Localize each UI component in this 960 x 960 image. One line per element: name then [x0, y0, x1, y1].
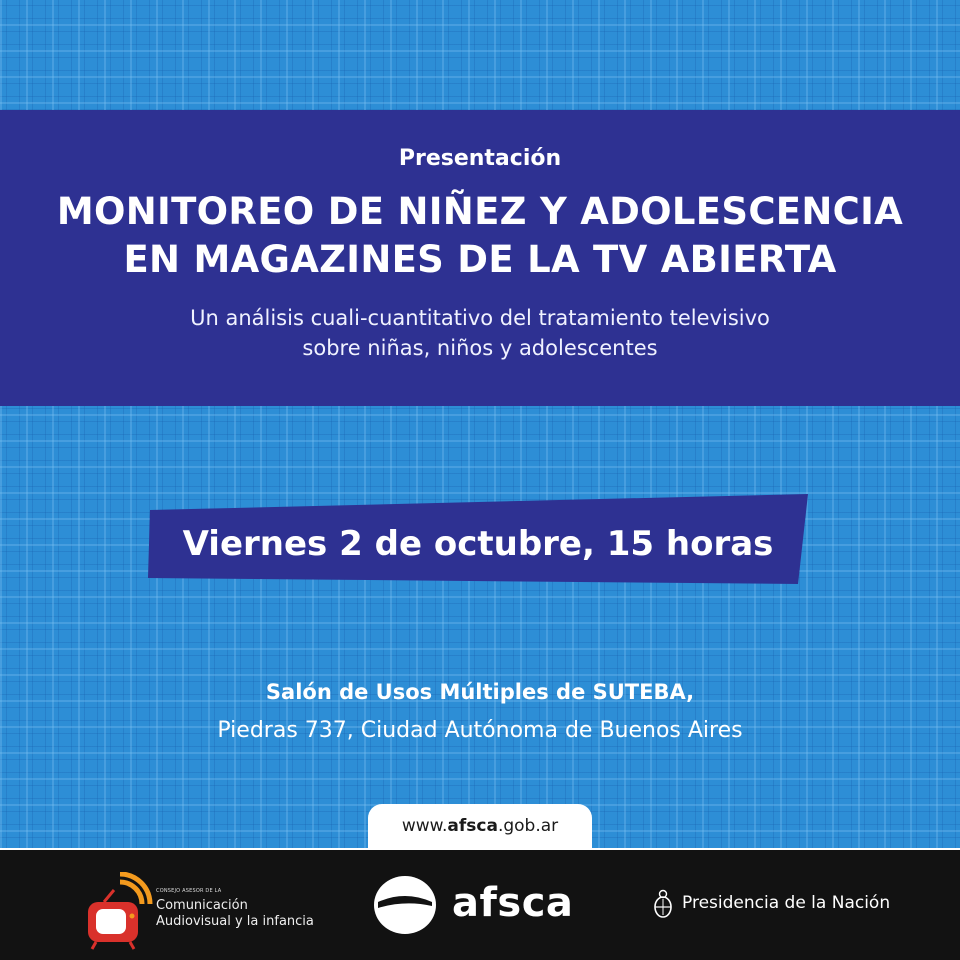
venue-address: Piedras 737, Ciudad Autónoma de Buenos Aires [217, 718, 743, 743]
presidencia-label: Presidencia de la Nación [682, 893, 891, 913]
consejo-caption: CONSEJO ASESOR DE LA [156, 888, 222, 894]
afsca-mark-icon [372, 874, 438, 936]
event-datetime: Viernes 2 de octubre, 15 horas [182, 524, 774, 564]
url-prefix: www. [401, 816, 448, 836]
subtitle-line-2: sobre niñas, niños y adolescentes [302, 336, 658, 360]
venue-name: Salón de Usos Múltiples de SUTEBA, [265, 680, 695, 704]
website-url[interactable] [368, 816, 592, 836]
consejo-line-2: Audiovisual y la infancia [156, 914, 314, 929]
afsca-logo [372, 872, 582, 938]
title-line-1: MONITOREO DE NIÑEZ Y ADOLESCENCIA [56, 190, 904, 233]
consejo-logo [84, 864, 324, 950]
title-line-2: EN MAGAZINES DE LA TV ABIERTA [123, 238, 837, 281]
tv-icon [84, 872, 156, 950]
url-suffix: .gob.ar [497, 816, 559, 836]
footer [0, 850, 960, 960]
title-band [0, 110, 960, 406]
consejo-line-1: Comunicación [156, 898, 248, 913]
subtitle-line-1: Un análisis cuali-cuantitativo del tratamiento televisivo [190, 306, 770, 330]
afsca-wordmark: afsca [452, 880, 574, 926]
url-domain: afsca [447, 816, 498, 836]
website-tab[interactable] [368, 804, 592, 848]
kicker: Presentación [398, 146, 562, 171]
presidencia-logo [652, 886, 902, 926]
escudo-icon [652, 889, 674, 919]
date-banner [148, 494, 808, 584]
